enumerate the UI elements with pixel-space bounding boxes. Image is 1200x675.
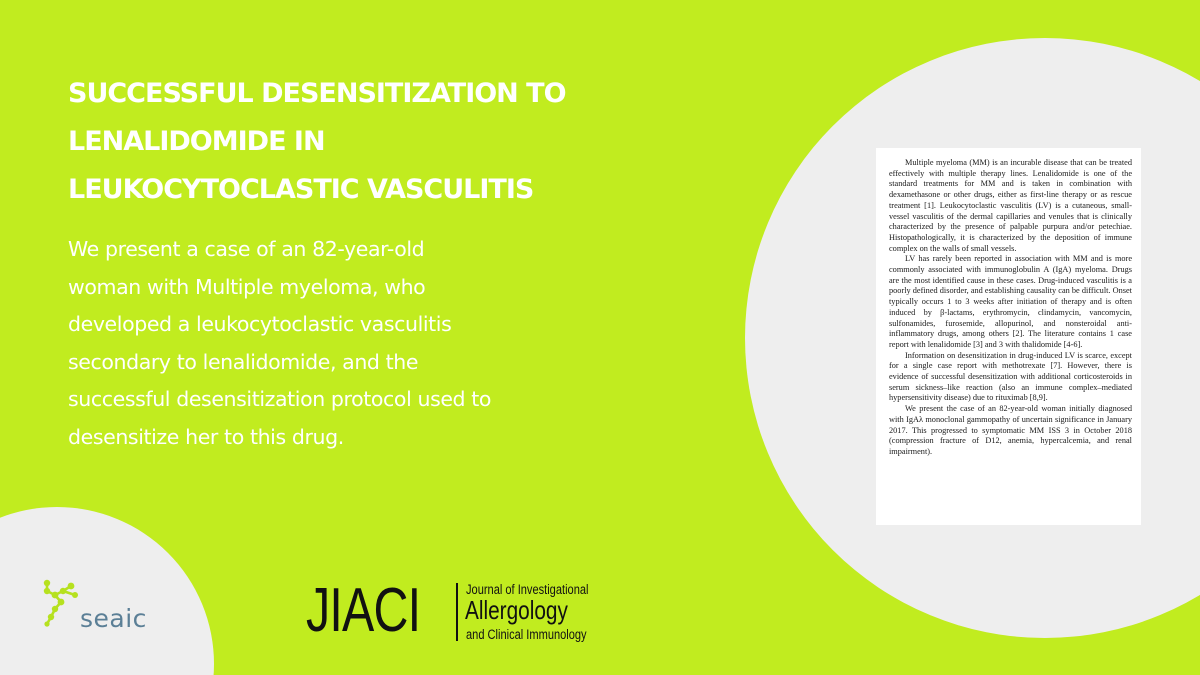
paper-paragraph: LV has rarely been reported in association with MM and is more commonly associated with immunoglobulin A (IgA) myeloma. Drugs are the most identified cause in these cases. Drug-induced vasculitis is a poorly defined disorder, and establishing causality can be difficult. Onset typically occurs 1 to 3 weeks after initiation of therapy and is often induced by β-lactams, erythromycin, clindamycin, vancomycin, sulfonamides, furosemide, allopurinol, and nonsteroidal anti-inflammatory drugs, among others [2]. The literature contains 1 case report with lenalidomide [3] and 3 with thalidomide [4-6].: [889, 254, 1132, 349]
paper-paragraph: Information on desensitization in drug-induced LV is scarce, except for a single case report with methotrexate [7]. However, there is evidence of successful desensitization with additional corticosteroids in serum sickness–like reaction (also an immune complex–mediated hypersensitivity disease) due to rituximab [8,9].: [889, 350, 1132, 403]
paper-paragraph: Multiple myeloma (MM) is an incurable disease that can be treated effectively with multiple therapy lines. Lenalidomide is one of the standard treatments for MM and is taken in combination with dexamethasone or other drugs, either as first-line therapy or as rescue treatment [1]. Leukocytoclastic vasculitis (LV) is a cutaneous, small-vessel vasculitis of the dermal capillaries and venules that is clinically characterized by the presence of palpable purpura and/or petechiae. Histopathologically, it is characterized by the deposition of immune complex on the walls of small vessels.: [889, 158, 1132, 253]
summary-line: woman with Multiple myeloma, who: [68, 274, 426, 299]
seaic-logo: [42, 578, 162, 638]
seaic-wordmark: seaic: [80, 604, 147, 633]
journal-name-line: and Clinical Immunology: [466, 627, 587, 642]
summary-line: secondary to lenalidomide, and the: [68, 349, 419, 374]
summary-line: successful desensitization protocol used to: [68, 387, 492, 411]
summary-line: developed a leukocytoclastic vasculitis: [68, 312, 452, 336]
journal-name-line: Journal of Investigational: [466, 582, 589, 597]
title-line: SUCCESSFUL DESENSITIZATION TO: [68, 78, 566, 109]
jiaci-divider: [456, 583, 458, 641]
paper-paragraph: We present the case of an 82-year-old woman initially diagnosed with IgAλ monoclonal gammopathy of uncertain significance in January 2017. This progressed to symptomatic MM ISS 3 in October 2018 (compression fracture of D12, anemia, hypercalcemia, and renal impairment).: [889, 404, 1132, 456]
journal-name-line: Allergology: [465, 595, 568, 625]
title-line: LEUKOCYTOCLASTIC VASCULITIS: [68, 174, 534, 205]
jiaci-logo: [306, 578, 606, 648]
summary-line: desensitize her to this drug.: [68, 424, 344, 449]
seaic-molecule-icon: [42, 578, 82, 628]
article-title: [68, 70, 648, 214]
summary-line: We present a case of an 82-year-old: [68, 237, 425, 261]
case-summary: [68, 231, 613, 456]
jiaci-acronym: JIACI: [306, 576, 421, 645]
paper-excerpt: [876, 148, 1141, 525]
title-line: LENALIDOMIDE IN: [68, 126, 325, 157]
